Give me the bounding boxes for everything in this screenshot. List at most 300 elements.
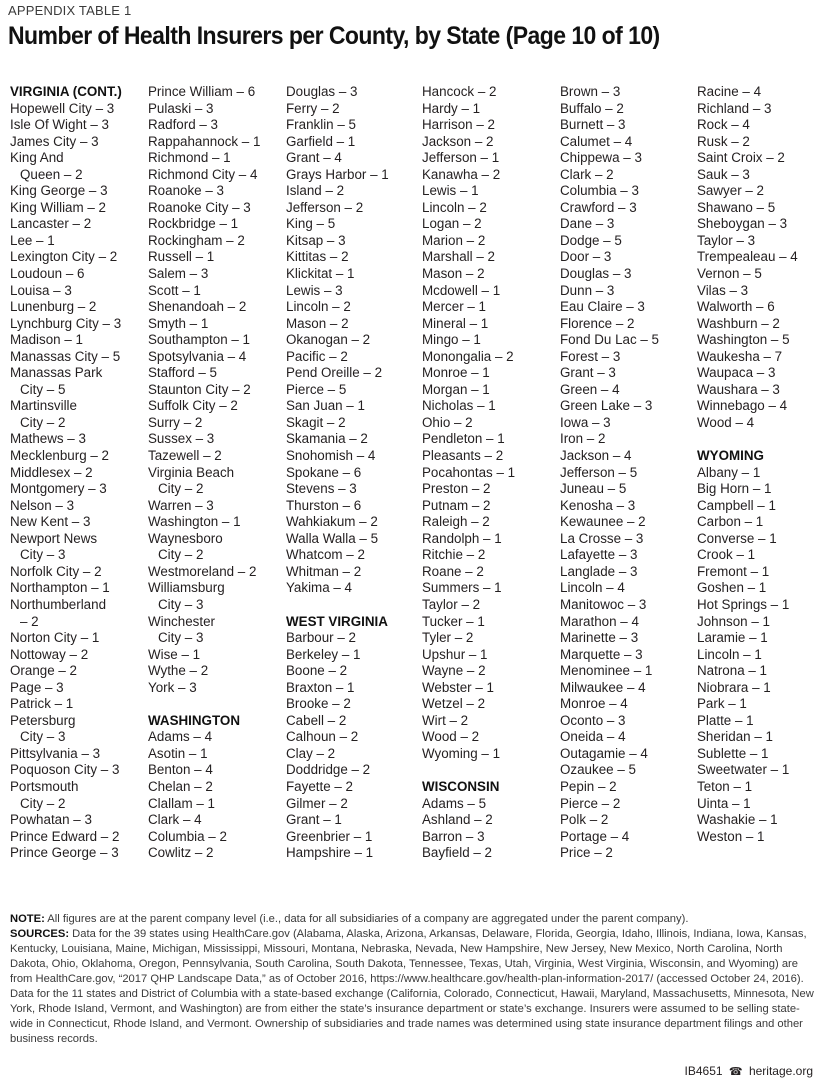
county-entry: Warren – 3 [148, 497, 214, 513]
county-entry: Chelan – 2 [148, 778, 213, 794]
county-entry: Florence – 2 [560, 315, 635, 331]
county-entry: Mecklenburg – 2 [10, 448, 109, 464]
county-entry: Clark – 2 [560, 166, 614, 182]
footer-credit [685, 1064, 813, 1078]
county-entry: Shenandoah – 2 [148, 299, 247, 315]
county-entry: Manitowoc – 3 [560, 596, 647, 612]
county-entry: Wahkiakum – 2 [286, 514, 378, 530]
sources-paragraph [10, 927, 815, 1047]
county-entry: Westmoreland – 2 [148, 563, 257, 579]
county-entry: Salem – 3 [148, 266, 209, 282]
county-entry: Dunn – 3 [560, 282, 615, 298]
note-paragraph [10, 912, 815, 927]
county-entry: Grays Harbor – 1 [286, 166, 389, 182]
notes-section [10, 912, 815, 1047]
table-column [422, 84, 560, 862]
county-entry: Hampshire – 1 [286, 845, 374, 861]
county-entry: Marshall – 2 [422, 249, 495, 265]
county-entry: Rockbridge – 1 [148, 216, 239, 232]
county-entry: Clark – 4 [148, 812, 202, 828]
county-entry: Cabell – 2 [286, 712, 347, 728]
county-entry: City – 2 [158, 547, 204, 563]
county-entry: Platte – 1 [697, 712, 754, 728]
county-entry: Taylor – 2 [422, 596, 481, 612]
county-entry: Newport News [10, 530, 98, 546]
county-entry: Yakima – 4 [286, 580, 352, 596]
county-entry: Park – 1 [697, 696, 747, 712]
county-entry: Converse – 1 [697, 530, 777, 546]
county-entry: Pulaski – 3 [148, 100, 214, 116]
state-heading: WASHINGTON [148, 712, 241, 728]
spacer [697, 431, 825, 448]
county-entry: Monroe – 1 [422, 365, 490, 381]
county-entry: Wetzel – 2 [422, 696, 486, 712]
county-entry: Lincoln – 2 [286, 299, 351, 315]
county-entry: La Crosse – 3 [560, 530, 644, 546]
county-entry: Weston – 1 [697, 828, 765, 844]
county-entry: Sauk – 3 [697, 166, 750, 182]
county-entry: Waushara – 3 [697, 381, 780, 397]
county-entry: Madison – 1 [10, 332, 83, 348]
county-entry: Kittitas – 2 [286, 249, 349, 265]
county-entry: Campbell – 1 [697, 497, 776, 513]
county-entry: Washakie – 1 [697, 812, 778, 828]
county-entry: Sawyer – 2 [697, 183, 764, 199]
county-entry: Nelson – 3 [10, 497, 75, 513]
county-entry: Gilmer – 2 [286, 795, 348, 811]
county-entry: Hancock – 2 [422, 84, 497, 99]
county-entry: City – 5 [20, 381, 66, 397]
county-entry: Russell – 1 [148, 249, 215, 265]
county-entry: Crook – 1 [697, 547, 756, 563]
county-entry: Dane – 3 [560, 216, 615, 232]
county-entry: Brown – 3 [560, 84, 621, 99]
county-entry: Waynesboro [148, 530, 223, 546]
county-entry: Polk – 2 [560, 812, 609, 828]
county-entry: Forest – 3 [560, 348, 621, 364]
county-entry: Ozaukee – 5 [560, 762, 636, 778]
table-column [10, 84, 148, 862]
county-entry: King William – 2 [10, 199, 106, 215]
county-entry: Lexington City – 2 [10, 249, 118, 265]
county-entry: Washington – 1 [148, 514, 241, 530]
county-entry: Uinta – 1 [697, 795, 751, 811]
page-title: Number of Health Insurers per County, by State (Page 10 of 10) [8, 22, 660, 50]
county-entry: Waupaca – 3 [697, 365, 776, 381]
county-entry: Spokane – 6 [286, 464, 362, 480]
county-entry: Lincoln – 4 [560, 580, 625, 596]
county-entry: Middlesex – 2 [10, 464, 93, 480]
county-entry: Juneau – 5 [560, 481, 627, 497]
county-entry: Sussex – 3 [148, 431, 215, 447]
county-entry: Doddridge – 2 [286, 762, 371, 778]
county-entry: Webster – 1 [422, 679, 494, 695]
county-entry: Klickitat – 1 [286, 266, 355, 282]
county-entry: Wayne – 2 [422, 663, 486, 679]
county-entry: Wythe – 2 [148, 663, 209, 679]
county-entry: Garfield – 1 [286, 133, 356, 149]
county-entry: Logan – 2 [422, 216, 482, 232]
county-entry: City – 3 [158, 596, 204, 612]
county-entry: Queen – 2 [20, 166, 83, 182]
county-entry: Jefferson – 2 [286, 199, 364, 215]
county-entry: Pierce – 2 [560, 795, 621, 811]
table-column [286, 84, 422, 862]
county-entry: Kitsap – 3 [286, 232, 346, 248]
county-entry: Lafayette – 3 [560, 547, 638, 563]
county-entry: Mcdowell – 1 [422, 282, 501, 298]
county-entry: Pleasants – 2 [422, 448, 504, 464]
county-entry: Hardy – 1 [422, 100, 481, 116]
county-entry: Washburn – 2 [697, 315, 780, 331]
county-entry: Richmond – 1 [148, 150, 231, 166]
county-entry: Washington – 5 [697, 332, 790, 348]
county-entry: Nicholas – 1 [422, 398, 496, 414]
county-entry: Richland – 3 [697, 100, 772, 116]
county-entry: Pacific – 2 [286, 348, 348, 364]
county-entry: Sheridan – 1 [697, 729, 773, 745]
county-entry: Williamsburg [148, 580, 225, 596]
county-entry: James City – 3 [10, 133, 99, 149]
county-entry: Virginia Beach [148, 464, 235, 480]
county-entry: Door – 3 [560, 249, 612, 265]
county-entry: Boone – 2 [286, 663, 348, 679]
county-entry: Petersburg [10, 712, 76, 728]
county-entry: Prince Edward – 2 [10, 828, 120, 844]
county-entry: Marathon – 4 [560, 613, 639, 629]
county-entry: Price – 2 [560, 845, 613, 861]
county-entry: Wyoming – 1 [422, 745, 501, 761]
county-entry: Grant – 4 [286, 150, 342, 166]
county-entry: Portsmouth [10, 778, 79, 794]
county-entry: San Juan – 1 [286, 398, 365, 414]
county-entry: Big Horn – 1 [697, 481, 772, 497]
county-entry: Brooke – 2 [286, 696, 351, 712]
county-entry: Pittsylvania – 3 [10, 745, 101, 761]
state-heading: WYOMING [697, 448, 764, 464]
county-entry: Wise – 1 [148, 646, 201, 662]
county-entry: Douglas – 3 [286, 84, 358, 99]
county-entry: Laramie – 1 [697, 630, 768, 646]
county-entry: Loudoun – 6 [10, 266, 85, 282]
county-entry: Rockingham – 2 [148, 232, 245, 248]
county-entry: Mason – 2 [422, 266, 485, 282]
county-entry: Poquoson City – 3 [10, 762, 120, 778]
county-entry: Pocahontas – 1 [422, 464, 516, 480]
county-entry: Prince George – 3 [10, 845, 119, 861]
county-entry: Calhoun – 2 [286, 729, 359, 745]
county-entry: Grant – 3 [560, 365, 616, 381]
county-entry: Oconto – 3 [560, 712, 626, 728]
county-entry: Buffalo – 2 [560, 100, 624, 116]
county-entry: Green Lake – 3 [560, 398, 653, 414]
county-entry: City – 2 [20, 795, 66, 811]
county-entry: Natrona – 1 [697, 663, 767, 679]
spacer [148, 696, 286, 713]
county-entry: Eau Claire – 3 [560, 299, 645, 315]
county-entry: Grant – 1 [286, 812, 342, 828]
county-entry: Chippewa – 3 [560, 150, 642, 166]
county-entry: Taylor – 3 [697, 232, 756, 248]
county-entry: Milwaukee – 4 [560, 679, 646, 695]
county-entry: Putnam – 2 [422, 497, 491, 513]
county-entry: Jackson – 4 [560, 448, 632, 464]
county-entry: Kewaunee – 2 [560, 514, 646, 530]
table-column [697, 84, 825, 862]
county-entry: Upshur – 1 [422, 646, 488, 662]
county-entry: Teton – 1 [697, 778, 753, 794]
sources-text: Data for the 39 states using HealthCare.gov (Alabama, Alaska, Arizona, Arkansas, Delaware, Florida, Georgia, Idaho, Illinois, Indiana, Iowa, Kansas, Kentucky, Louisiana, Maine, Michigan, Mississippi, Missouri, Montana, Nebraska, Nevada, New Hampshire, New Jersey, New Mexico, North Carolina, North Dakota, Ohio, Oklahoma, Oregon, Pennsylvania, South Carolina, South Dakota, Tennessee, Texas, Utah, Virginia, West Virginia, Wisconsin, and Wyoming) are from HealthCare.gov, “2017 QHP Landscape Data,” as of October 2016, https://www.healthcare.gov/health-plan-information-2017/ (accessed October 24, 2016). Data for the 11 states and District of Columbia with a state-based exchange (California, Colorado, Connecticut, Hawaii, Maryland, Massachusetts, Minnesota, New York, Rhode Island, Vermont, and Washington) are from either the state’s insurance department or state’s exchange. Insurers were assumed to be selling state-wide in Connecticut, Rhode Island, and Vermont. Ownership of subsidiaries and trade names was determined using state insurance department filings and other business records. [10, 928, 814, 1045]
county-entry: Surry – 2 [148, 414, 203, 430]
county-entry: Barbour – 2 [286, 630, 356, 646]
county-entry: Niobrara – 1 [697, 679, 771, 695]
county-entry: Walworth – 6 [697, 299, 775, 315]
county-entry: Johnson – 1 [697, 613, 770, 629]
county-entry: Randolph – 1 [422, 530, 502, 546]
county-entry: Northumberland [10, 596, 107, 612]
county-entry: Mercer – 1 [422, 299, 486, 315]
county-entry: Lewis – 3 [286, 282, 343, 298]
state-heading: WISCONSIN [422, 778, 500, 794]
county-entry: Vilas – 3 [697, 282, 749, 298]
county-entry: Okanogan – 2 [286, 332, 371, 348]
county-entry: Fremont – 1 [697, 563, 770, 579]
county-entry: Isle Of Wight – 3 [10, 117, 109, 133]
county-entry: Northampton – 1 [10, 580, 110, 596]
county-entry: Ferry – 2 [286, 100, 340, 116]
county-entry: Page – 3 [10, 679, 64, 695]
county-entry: Albany – 1 [697, 464, 761, 480]
county-entry: Rusk – 2 [697, 133, 750, 149]
county-entry: Whatcom – 2 [286, 547, 365, 563]
county-entry: Lunenburg – 2 [10, 299, 97, 315]
county-entry: City – 3 [20, 729, 66, 745]
county-entry: Mingo – 1 [422, 332, 481, 348]
county-entry: Fayette – 2 [286, 778, 353, 794]
county-entry: Racine – 4 [697, 84, 762, 99]
county-entry: Mason – 2 [286, 315, 349, 331]
county-entry: Saint Croix – 2 [697, 150, 785, 166]
county-entry: Sweetwater – 1 [697, 762, 790, 778]
county-entry: Lincoln – 1 [697, 646, 762, 662]
county-entry: Adams – 5 [422, 795, 487, 811]
county-entry: Winnebago – 4 [697, 398, 788, 414]
county-entry: Burnett – 3 [560, 117, 626, 133]
county-entry: York – 3 [148, 679, 197, 695]
county-entry: Lewis – 1 [422, 183, 479, 199]
county-entry: Langlade – 3 [560, 563, 638, 579]
county-entry: Radford – 3 [148, 117, 218, 133]
county-entry: Iowa – 3 [560, 414, 611, 430]
county-entry: Dodge – 5 [560, 232, 622, 248]
county-entry: Green – 4 [560, 381, 620, 397]
county-entry: Whitman – 2 [286, 563, 362, 579]
county-entry: Wood – 4 [697, 414, 755, 430]
spacer [286, 597, 422, 614]
county-entry: Lancaster – 2 [10, 216, 92, 232]
county-entry: Ohio – 2 [422, 414, 473, 430]
county-entry: Greenbrier – 1 [286, 828, 373, 844]
county-entry: Sublette – 1 [697, 745, 769, 761]
spacer [422, 762, 560, 779]
county-entry: Columbia – 2 [148, 828, 227, 844]
county-entry: Waukesha – 7 [697, 348, 783, 364]
county-entry: Vernon – 5 [697, 266, 762, 282]
county-entry: Raleigh – 2 [422, 514, 490, 530]
county-entry: Winchester [148, 613, 215, 629]
county-entry: New Kent – 3 [10, 514, 91, 530]
county-entry: Manassas Park [10, 365, 103, 381]
county-entry: Mineral – 1 [422, 315, 489, 331]
county-entry: Marquette – 3 [560, 646, 643, 662]
appendix-label: APPENDIX TABLE 1 [8, 3, 132, 18]
county-entry: Southampton – 1 [148, 332, 250, 348]
county-entry: Tazewell – 2 [148, 448, 222, 464]
county-entry: Outagamie – 4 [560, 745, 648, 761]
county-entry: Oneida – 4 [560, 729, 626, 745]
county-entry: Staunton City – 2 [148, 381, 251, 397]
county-entry: Hot Springs – 1 [697, 596, 790, 612]
county-entry: Tucker – 1 [422, 613, 485, 629]
county-entry: Morgan – 1 [422, 381, 490, 397]
county-entry: Cowlitz – 2 [148, 845, 214, 861]
county-entry: Louisa – 3 [10, 282, 72, 298]
county-entry: Montgomery – 3 [10, 481, 107, 497]
county-entry: Harrison – 2 [422, 117, 495, 133]
county-entry: Pepin – 2 [560, 778, 617, 794]
county-entry: City – 3 [20, 547, 66, 563]
county-entry: Powhatan – 3 [10, 812, 92, 828]
state-heading: VIRGINIA (CONT.) [10, 84, 122, 99]
county-entry: Roanoke City – 3 [148, 199, 251, 215]
county-entry: Stafford – 5 [148, 365, 217, 381]
county-entry: Roane – 2 [422, 563, 484, 579]
heritage-link[interactable]: heritage.org [748, 1064, 813, 1078]
county-entry: Benton – 4 [148, 762, 213, 778]
county-entry: – 2 [20, 613, 39, 629]
county-entry: Douglas – 3 [560, 266, 632, 282]
county-entry: Lincoln – 2 [422, 199, 487, 215]
county-entry: Shawano – 5 [697, 199, 776, 215]
county-entry: Skagit – 2 [286, 414, 346, 430]
county-entry: Braxton – 1 [286, 679, 355, 695]
county-entry: King – 5 [286, 216, 336, 232]
county-entry: Columbia – 3 [560, 183, 639, 199]
liberty-bell-icon: ☎ [728, 1066, 743, 1078]
county-entry: Asotin – 1 [148, 745, 208, 761]
county-entry: Stevens – 3 [286, 481, 357, 497]
state-heading: WEST VIRGINIA [286, 613, 388, 629]
county-entry: Sheboygan – 3 [697, 216, 788, 232]
county-table [10, 84, 825, 862]
county-entry: Hopewell City – 3 [10, 100, 115, 116]
county-entry: Rock – 4 [697, 117, 750, 133]
county-entry: Marinette – 3 [560, 630, 639, 646]
county-entry: Clay – 2 [286, 745, 336, 761]
county-entry: City – 2 [20, 414, 66, 430]
county-entry: Iron – 2 [560, 431, 606, 447]
county-entry: Crawford – 3 [560, 199, 637, 215]
county-entry: Monroe – 4 [560, 696, 628, 712]
county-entry: Clallam – 1 [148, 795, 215, 811]
county-entry: Marion – 2 [422, 232, 486, 248]
county-entry: Thurston – 6 [286, 497, 362, 513]
county-entry: Fond Du Lac – 5 [560, 332, 660, 348]
county-entry: Scott – 1 [148, 282, 201, 298]
county-entry: Summers – 1 [422, 580, 502, 596]
county-entry: Pend Oreille – 2 [286, 365, 383, 381]
county-entry: Tyler – 2 [422, 630, 474, 646]
county-entry: King And [10, 150, 64, 166]
county-entry: Goshen – 1 [697, 580, 767, 596]
county-entry: Manassas City – 5 [10, 348, 121, 364]
note-label: NOTE: [10, 913, 45, 925]
county-entry: Barron – 3 [422, 828, 485, 844]
county-entry: Mathews – 3 [10, 431, 86, 447]
county-entry: Pendleton – 1 [422, 431, 505, 447]
county-entry: Menominee – 1 [560, 663, 653, 679]
county-entry: Jefferson – 5 [560, 464, 638, 480]
county-entry: Ashland – 2 [422, 812, 493, 828]
county-entry: Prince William – 6 [148, 84, 256, 99]
county-entry: Smyth – 1 [148, 315, 209, 331]
table-column [148, 84, 286, 862]
county-entry: Jackson – 2 [422, 133, 494, 149]
county-entry: Patrick – 1 [10, 696, 74, 712]
county-entry: Preston – 2 [422, 481, 491, 497]
county-entry: Suffolk City – 2 [148, 398, 238, 414]
county-entry: Snohomish – 4 [286, 448, 376, 464]
county-entry: City – 2 [158, 481, 204, 497]
county-entry: Franklin – 5 [286, 117, 356, 133]
county-entry: Berkeley – 1 [286, 646, 361, 662]
sources-label: SOURCES: [10, 928, 70, 940]
county-entry: Nottoway – 2 [10, 646, 89, 662]
county-entry: King George – 3 [10, 183, 108, 199]
county-entry: Jefferson – 1 [422, 150, 500, 166]
county-entry: Island – 2 [286, 183, 345, 199]
county-entry: Norfolk City – 2 [10, 563, 102, 579]
county-entry: Wood – 2 [422, 729, 480, 745]
note-text: All figures are at the parent company level (i.e., data for all subsidiaries of a company are aggregated under the parent company). [44, 913, 689, 925]
table-column [560, 84, 697, 862]
county-entry: Adams – 4 [148, 729, 213, 745]
county-entry: Carbon – 1 [697, 514, 764, 530]
county-entry: Wirt – 2 [422, 712, 469, 728]
county-entry: Rappahannock – 1 [148, 133, 261, 149]
county-entry: Orange – 2 [10, 663, 77, 679]
county-entry: Roanoke – 3 [148, 183, 224, 199]
county-entry: Richmond City – 4 [148, 166, 258, 182]
county-entry: Trempealeau – 4 [697, 249, 798, 265]
county-entry: Skamania – 2 [286, 431, 368, 447]
county-entry: Calumet – 4 [560, 133, 633, 149]
county-entry: Monongalia – 2 [422, 348, 514, 364]
county-entry: Pierce – 5 [286, 381, 347, 397]
county-entry: Norton City – 1 [10, 630, 100, 646]
county-entry: Lynchburg City – 3 [10, 315, 122, 331]
county-entry: Lee – 1 [10, 232, 55, 248]
county-entry: Portage – 4 [560, 828, 630, 844]
county-entry: Martinsville [10, 398, 77, 414]
county-entry: Kanawha – 2 [422, 166, 501, 182]
county-entry: Kenosha – 3 [560, 497, 636, 513]
county-entry: City – 3 [158, 630, 204, 646]
county-entry: Walla Walla – 5 [286, 530, 379, 546]
county-entry: Ritchie – 2 [422, 547, 486, 563]
report-id: IB4651 [684, 1064, 723, 1078]
county-entry: Bayfield – 2 [422, 845, 492, 861]
